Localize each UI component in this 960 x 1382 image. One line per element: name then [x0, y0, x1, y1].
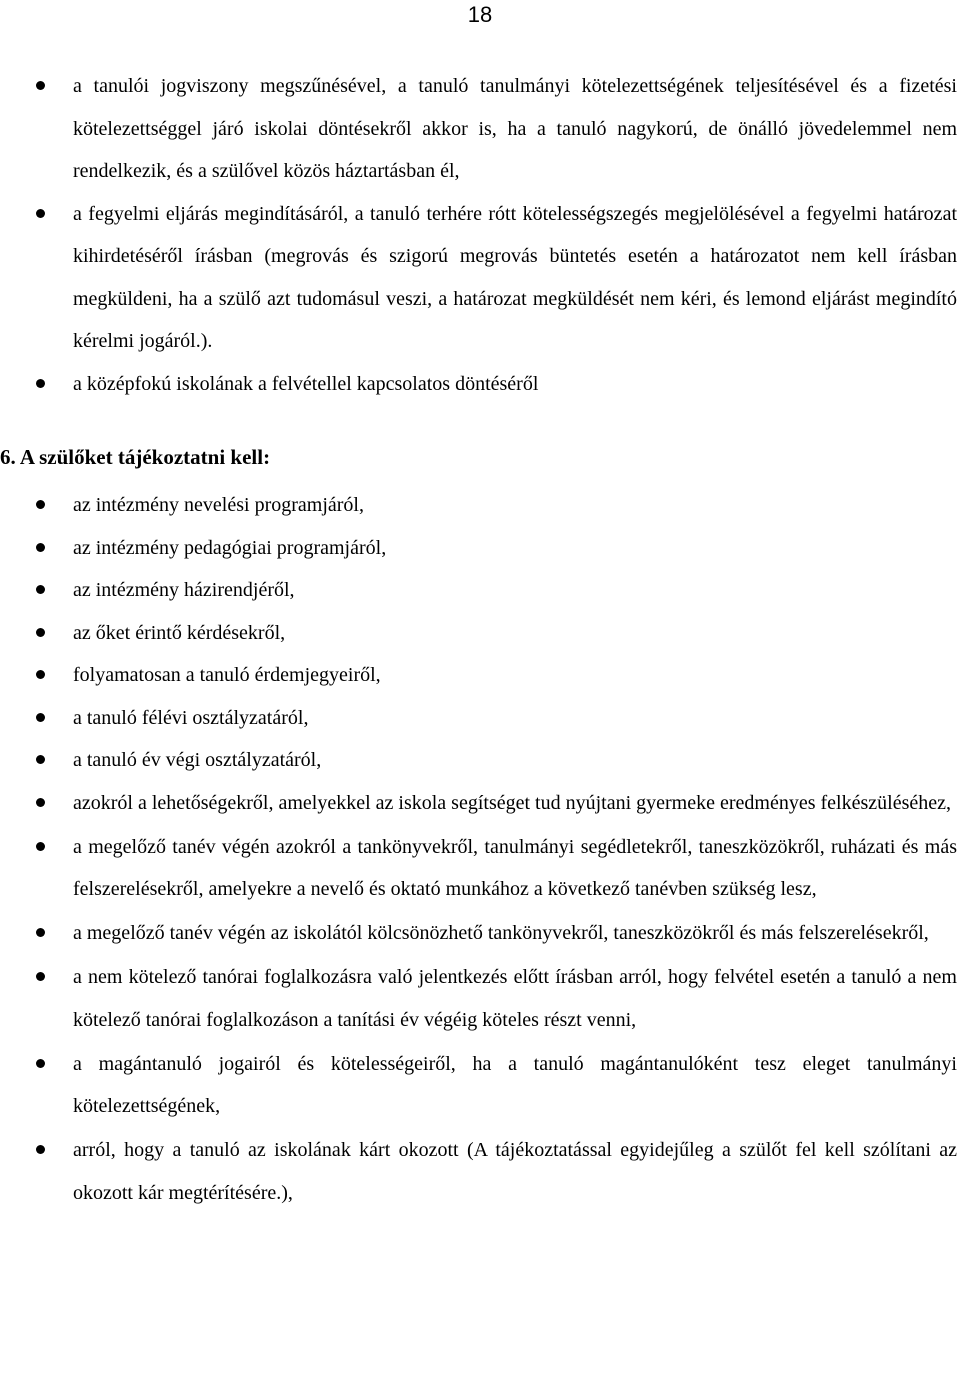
- list-item-text: azokról a lehetőségekről, amelyekkel az iskola segítséget tud nyújtani gyermeke eredményes felkészüléséhez,: [73, 791, 951, 814]
- list-item: [0, 612, 960, 655]
- bullet-icon: [36, 585, 45, 594]
- list-item: [0, 826, 960, 911]
- list-item-text: a tanuló év végi osztályzatáról,: [73, 749, 322, 771]
- list-item-text: arról, hogy a tanuló az iskolának kárt okozott (A tájékoztatással egyidejűleg a szülőt fel kell szólítani az okozott kár megtérítésére.),: [73, 1139, 957, 1204]
- bullet-icon: [36, 798, 45, 807]
- list-item: [0, 782, 960, 825]
- list-item-text: a tanulói jogviszony megszűnésével, a tanuló tanulmányi kötelezettségének teljesítésével és a fizetési kötelezettséggel járó iskolai döntésekről akkor is, ha a tanuló nagykorú, de önálló jövedelemmel nem rendelkezik, és a szülővel közös háztartásban él,: [73, 75, 957, 182]
- bullet-icon: [36, 713, 45, 722]
- list-bottom: [0, 484, 960, 1214]
- list-item: [0, 654, 960, 697]
- list-item: [0, 65, 960, 193]
- list-item-text: a magántanuló jogairól és kötelességeiről, ha a tanuló magántanulóként tesz eleget tanulmányi kötelezettségének,: [73, 1052, 957, 1117]
- bullet-icon: [36, 842, 45, 851]
- list-item-text: a tanuló félévi osztályzatáról,: [73, 706, 309, 729]
- bullet-icon: [36, 928, 45, 937]
- list-item-text: a megelőző tanév végén az iskolától kölcsönözhető tankönyvekről, taneszközökről és más felszerelésekről,: [73, 922, 929, 944]
- bullet-icon: [36, 972, 45, 981]
- list-item-text: a nem kötelező tanórai foglalkozásra való jelentkezés előtt írásban arról, hogy felvétel esetén a tanuló a nem kötelező tanórai foglalkozáson a tanítási év végéig köteles részt venni,: [73, 966, 957, 1031]
- page-number: 18: [467, 2, 493, 27]
- list-item: [0, 697, 960, 740]
- list-item: [0, 956, 960, 1041]
- list-item: [0, 193, 960, 363]
- bullet-icon: [36, 379, 45, 388]
- list-item: [0, 484, 960, 527]
- list-item-text: a középfokú iskolának a felvétellel kapcsolatos döntéséről: [73, 372, 539, 395]
- list-item: [0, 1129, 960, 1214]
- bullet-icon: [36, 81, 45, 90]
- list-item-text: a fegyelmi eljárás megindításáról, a tanuló terhére rótt kötelességszegés megjelölésével a fegyelmi határozat kihirdetéséről írásban (megrovás és szigorú megrovás büntetés esetén a határozatot nem kell írásban megküldeni, ha a szülő azt tudomásul veszi, a határozat megküldését nem kéri, és lemond eljárást megindító kérelmi jogáról.).: [73, 202, 957, 352]
- list-item: [0, 1043, 960, 1128]
- bullet-icon: [36, 670, 45, 679]
- list-item: [0, 527, 960, 570]
- bullet-icon: [36, 628, 45, 637]
- bullet-icon: [36, 755, 45, 764]
- list-top: [0, 65, 960, 405]
- bullet-icon: [36, 1145, 45, 1154]
- list-item-text: az intézmény nevelési programjáról,: [73, 494, 364, 516]
- list-item: [0, 363, 960, 406]
- list-item-text: folyamatosan a tanuló érdemjegyeiről,: [73, 664, 381, 686]
- bullet-icon: [36, 1059, 45, 1068]
- section-heading: 6. A szülőket tájékoztatni kell:: [0, 445, 271, 469]
- bullet-icon: [36, 500, 45, 509]
- bullet-icon: [36, 209, 45, 218]
- bullet-icon: [36, 543, 45, 552]
- list-item-text: az intézmény házirendjéről,: [73, 579, 295, 601]
- list-item: [0, 569, 960, 612]
- list-item-text: az intézmény pedagógiai programjáról,: [73, 536, 387, 559]
- list-item: [0, 912, 960, 955]
- list-item-text: a megelőző tanév végén azokról a tankönyvekről, tanulmányi segédletekről, taneszközökről, ruházati és más felszerelésekről, amelyekre a nevelő és oktató munkához a következő tanévben szükség lesz,: [73, 835, 957, 900]
- list-item-text: az őket érintő kérdésekről,: [73, 621, 286, 644]
- list-item: [0, 739, 960, 782]
